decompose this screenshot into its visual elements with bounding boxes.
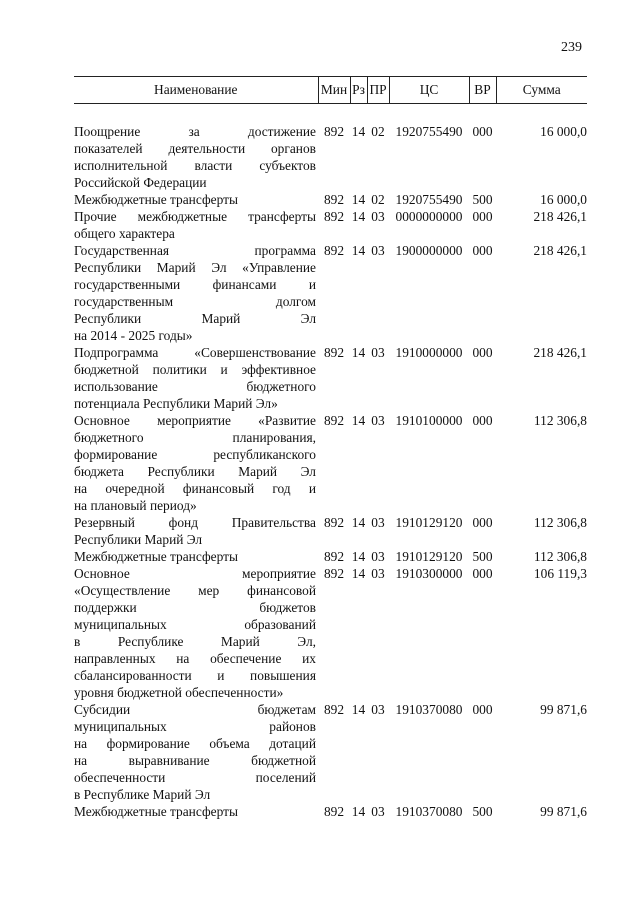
row-pr: 03 [371,702,385,717]
row-min: 892 [323,192,345,207]
row-name-line: бюджетной политики и эффективное [74,362,316,377]
row-min: 892 [323,566,345,581]
row-rz: 14 [351,243,366,258]
table-row [74,344,587,412]
row-rz: 14 [351,124,366,139]
row-name-line: сбалансированности и повышения [74,668,316,683]
row-name-line: Основное мероприятие [74,566,316,581]
row-name [74,191,318,208]
row-vr: 000 [472,413,493,428]
row-vr: 500 [472,192,493,207]
row-vr: 500 [472,804,493,819]
row-name-line: потенциала Республики Марий Эл» [74,396,278,411]
row-name-line: на 2014 - 2025 годы» [74,328,193,343]
row-name-line: показателей деятельности органов [74,141,316,156]
row-rz: 14 [351,549,366,564]
page-number: 239 [561,40,582,55]
row-name-line: Межбюджетные трансферты [74,549,238,564]
budget-table [74,76,587,820]
row-rz: 14 [351,192,366,207]
header-rz: Рз [350,77,367,104]
row-vr: 000 [472,515,493,530]
table-row [74,208,587,242]
row-name-line: Республики Марий Эл [74,311,316,326]
row-name [74,548,318,565]
row-name [74,123,318,191]
row-vr: 000 [472,124,493,139]
row-rz: 14 [351,566,366,581]
row-name-line: в Республике Марий Эл [74,787,211,802]
row-rz: 14 [351,515,366,530]
row-vr: 000 [472,702,493,717]
row-cs: 1910129120 [395,549,463,564]
row-rz: 14 [351,209,366,224]
row-cs: 1910370080 [395,804,463,819]
row-sum: 218 426,1 [533,243,587,258]
header-name: Наименование [74,77,318,104]
header-sum: Сумма [496,77,587,104]
row-min: 892 [323,515,345,530]
table-body [74,104,587,821]
row-name-line: на плановый период» [74,498,197,513]
row-cs: 1920755490 [395,124,463,139]
row-name-line: Республики Марий Эл [74,532,203,547]
row-cs: 1910129120 [395,515,463,530]
row-name-line: направленных на обеспечение их [74,651,316,666]
row-sum: 112 306,8 [533,413,587,428]
row-name-line: исполнительной власти субъектов [74,158,316,173]
row-name [74,514,318,548]
row-name-line: поддержки бюджетов [74,600,316,615]
row-min: 892 [323,345,345,360]
row-name-line: на очередной финансовый год и [74,481,316,496]
table-row [74,123,587,191]
row-cs: 1910300000 [395,566,463,581]
row-pr: 03 [371,566,385,581]
table-row [74,565,587,701]
row-name-line: Прочие межбюджетные трансферты [74,209,316,224]
table-header [74,77,587,104]
row-vr: 000 [472,209,493,224]
row-pr: 02 [371,192,385,207]
row-name-line: бюджетного планирования, [74,430,316,445]
row-pr: 03 [371,209,385,224]
row-min: 892 [323,549,345,564]
row-name [74,565,318,701]
row-cs: 1910370080 [395,702,463,717]
row-name-line: муниципальных районов [74,719,316,734]
row-min: 892 [323,804,345,819]
row-sum: 112 306,8 [533,549,587,564]
row-pr: 03 [371,804,385,819]
table-row [74,242,587,344]
row-cs: 1920755490 [395,192,463,207]
table-row [74,701,587,803]
header-pr: ПР [367,77,389,104]
row-name-line: Подпрограмма «Совершенствование [74,345,316,360]
header-vr: ВР [469,77,496,104]
row-name-line: Поощрение за достижение [74,124,316,139]
row-cs: 0000000000 [395,209,463,224]
row-sum: 218 426,1 [533,345,587,360]
row-sum: 218 426,1 [533,209,587,224]
row-name-line: Республики Марий Эл «Управление [74,260,316,275]
row-pr: 03 [371,413,385,428]
row-name-line: уровня бюджетной обеспеченности» [74,685,284,700]
row-min: 892 [323,243,345,258]
row-name [74,803,318,820]
row-rz: 14 [351,345,366,360]
row-pr: 02 [371,124,385,139]
row-name-line: бюджета Республики Марий Эл [74,464,316,479]
row-name-line: Резервный фонд Правительства [74,515,316,530]
row-rz: 14 [351,702,366,717]
row-name [74,208,318,242]
row-min: 892 [323,702,345,717]
row-sum: 99 871,6 [540,804,587,819]
row-name-line: формирование республиканского [74,447,316,462]
row-sum: 99 871,6 [540,702,587,717]
table-row [74,514,587,548]
row-name-line: Субсидии бюджетам [74,702,316,717]
row-name [74,701,318,803]
row-sum: 16 000,0 [540,192,587,207]
row-cs: 1900000000 [395,243,463,258]
row-rz: 14 [351,804,366,819]
table-row [74,412,587,514]
row-min: 892 [323,209,345,224]
header-cs: ЦС [389,77,469,104]
row-vr: 000 [472,243,493,258]
row-name-line: Межбюджетные трансферты [74,192,238,207]
row-min: 892 [323,124,345,139]
table-row [74,803,587,820]
row-vr: 000 [472,345,493,360]
row-min: 892 [323,413,345,428]
row-name-line: обеспеченности поселений [74,770,316,785]
row-vr: 500 [472,549,493,564]
row-name-line: Российской Федерации [74,175,207,190]
row-sum: 112 306,8 [533,515,587,530]
row-sum: 106 119,3 [533,566,587,581]
row-name-line: Основное мероприятие «Развитие [74,413,316,428]
row-name-line: на выравнивание бюджетной [74,753,316,768]
row-name [74,412,318,514]
row-name [74,344,318,412]
row-pr: 03 [371,345,385,360]
row-name-line: общего характера [74,226,175,241]
row-cs: 1910000000 [395,345,463,360]
row-name-line: муниципальных образований [74,617,316,632]
row-name-line: в Республике Марий Эл, [74,634,316,649]
table-row [74,191,587,208]
row-name-line: «Осуществление мер финансовой [74,583,316,598]
table-row [74,548,587,565]
row-pr: 03 [371,549,385,564]
row-sum: 16 000,0 [540,124,587,139]
row-name-line: государственным долгом [74,294,316,309]
header-min: Мин [318,77,350,104]
row-name-line: Государственная программа [74,243,316,258]
row-cs: 1910100000 [395,413,463,428]
row-name-line: Межбюджетные трансферты [74,804,238,819]
row-name [74,242,318,344]
row-pr: 03 [371,515,385,530]
row-name-line: государственными финансами и [74,277,316,292]
row-name-line: использование бюджетного [74,379,316,394]
row-rz: 14 [351,413,366,428]
row-vr: 000 [472,566,493,581]
row-name-line: на формирование объема дотаций [74,736,316,751]
row-pr: 03 [371,243,385,258]
